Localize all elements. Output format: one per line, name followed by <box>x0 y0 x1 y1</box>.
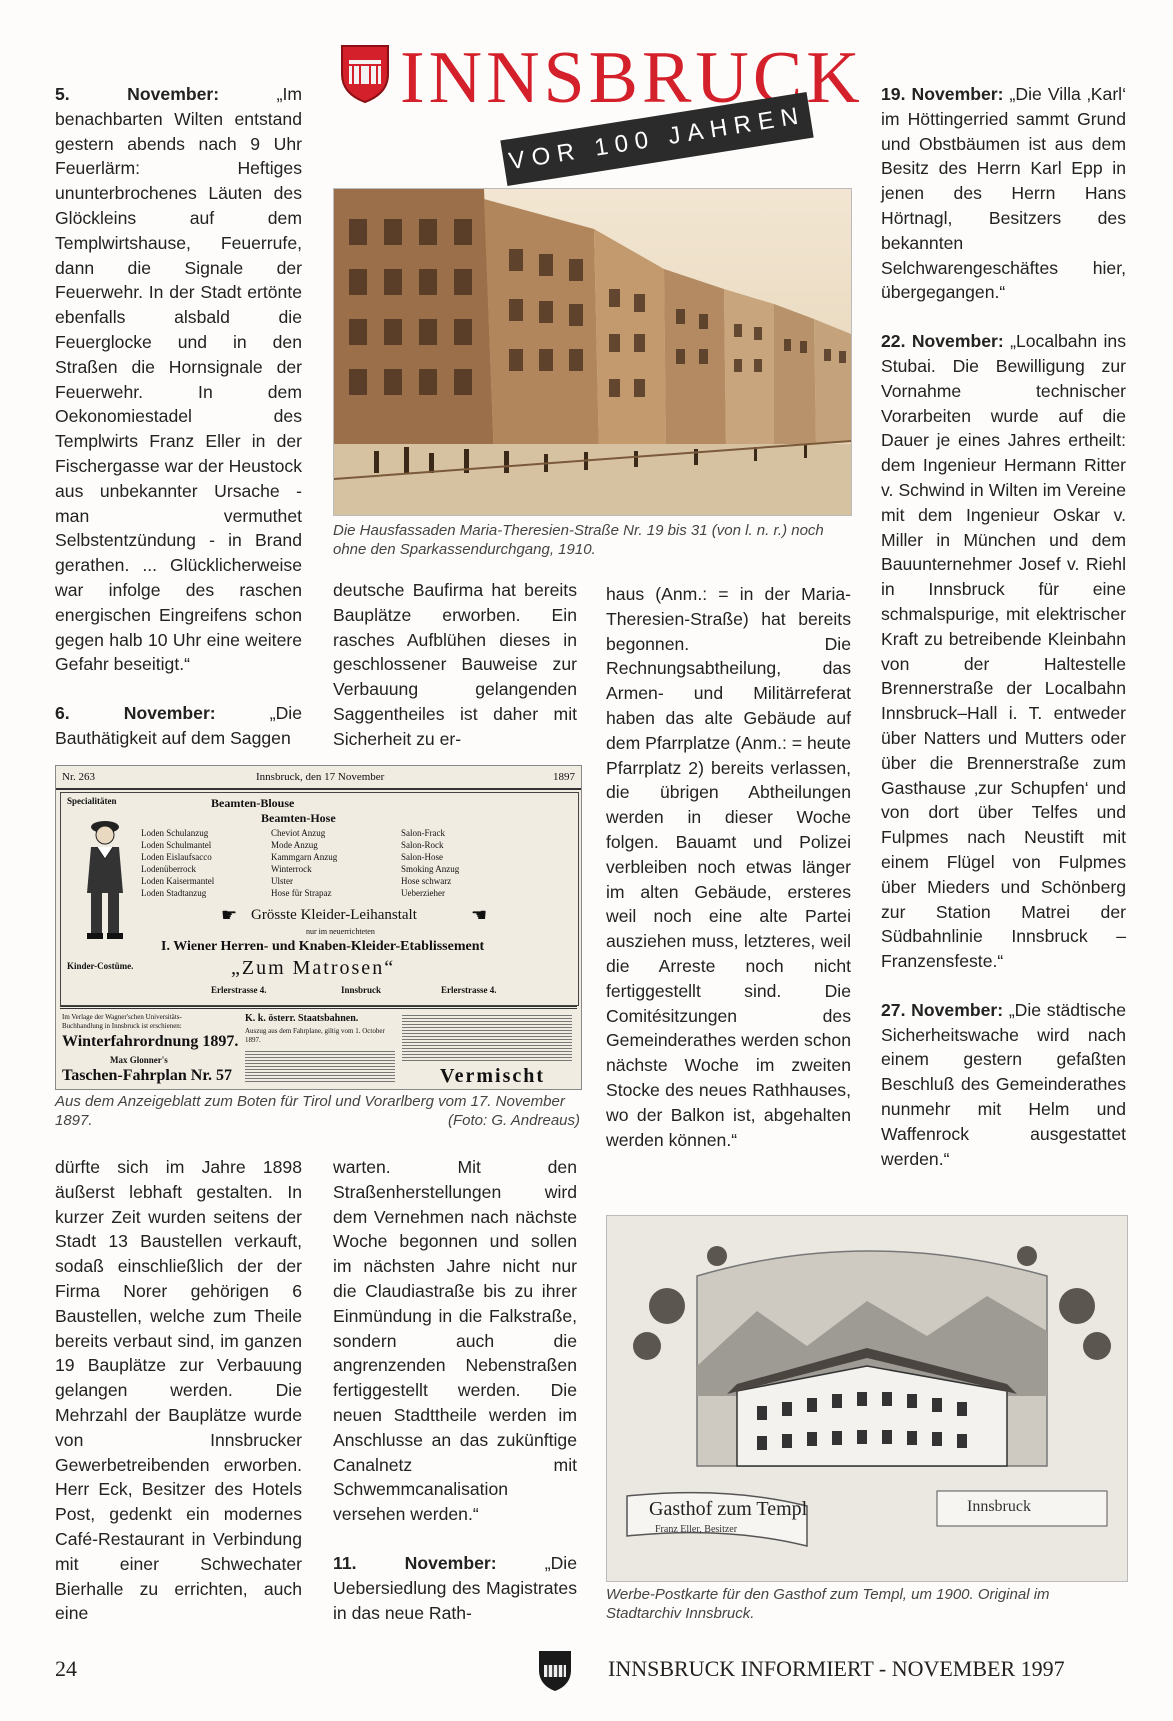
ad-taschen-fahrplan: Taschen-Fahrplan Nr. 57 <box>62 1067 232 1084</box>
ad-winterfahrordnung: Winterfahrordnung 1897. <box>62 1033 239 1050</box>
ad-item: Salon-Frack <box>401 828 445 838</box>
ad-item: Loden Kaisermantel <box>141 876 215 886</box>
postcard-caption: Werbe-Postkarte für den Gasthof zum Templ, um 1900. Original im Stadtarchiv Innsbruck. <box>606 1586 1050 1622</box>
ad-item: Kammgarn Anzug <box>271 852 338 862</box>
ad-kinder-costume: Kinder-Costüme. <box>67 961 134 971</box>
newspaper-ad-image <box>55 765 582 1090</box>
ad-pointing-hand-icon: ☛ <box>221 905 238 925</box>
ad-item: Loden Schulanzug <box>141 828 209 838</box>
entry-date: 11. November: <box>333 1552 497 1573</box>
ad-items-mid <box>271 827 337 899</box>
innsbruck-coat-of-arms-icon <box>340 44 390 104</box>
ad-item: Ueberzieher <box>401 888 445 898</box>
entry-5-november <box>55 82 302 677</box>
ad-item: Loden Eislaufsacco <box>141 852 212 862</box>
ad-address-mid: Innsbruck <box>341 985 382 995</box>
ad-address-left: Erlerstrasse 4. <box>211 985 267 995</box>
ad-dateline: Innsbruck, den 17 November <box>256 771 385 783</box>
entry-text: „Die Bauthätigkeit auf dem Saggen <box>55 703 302 748</box>
entry-continuation: dürfte sich im Jahre 1898 äußerst lebhaft gestalten. In kurzer Zeit wurden seitens der Stadt 13 Baustellen verkauft, sodaß einschließlich der der Firma Norer gehörigen 6 Baustellen, welche zum Theile bereits verbaut sind, im ganzen 19 Bauplätze zur Verbauung gelangen werden. Die Mehrzahl der Bauplätze wurde von Innsbrucker Gewerbetreibenden erworben. Herr Eck, Besitzer des Hotels Post, gedenkt ein modernes Café-Restaurant in Verbindung mit einer Schwechater Bierhalle zu errichten, auch eine <box>55 1157 302 1624</box>
footer-title: INNSBRUCK INFORMIERT - NOVEMBER 1997 <box>608 1656 1065 1681</box>
ad-items-right <box>401 827 459 899</box>
entry-date: 6. November: <box>55 703 216 724</box>
postcard-owner-label: Franz Eller, Besitzer <box>655 1524 738 1535</box>
entry-6-november <box>55 701 302 751</box>
ad-vermischt: Vermischt <box>440 1065 546 1087</box>
masthead-band: VOR 100 JAHREN <box>500 92 813 186</box>
ad-item: Loden Schulmantel <box>141 840 212 850</box>
ad-pointing-hand-icon: ☚ <box>471 905 488 925</box>
entry-text: „Die Uebersiedlung des Magistrates in das neue Rath- <box>333 1552 577 1623</box>
page-number: 24 <box>55 1656 77 1681</box>
ad-item: Hose schwarz <box>401 876 452 886</box>
masthead-title: INNSBRUCK <box>400 37 864 119</box>
column-1-bottom <box>55 1155 302 1626</box>
ad-caption <box>55 1092 580 1130</box>
entry-continuation: deutsche Baufirma hat bereits Bauplätze erworben. Ein rasches Aufblühen dieses in geschlossener Bauweise zur Verbauung gelangenden Saggentheiles ist daher mit Sicherheit zu er- <box>333 580 577 749</box>
entry-text: „Localbahn ins Stubai. Die Bewilligung zur Vornahme technischer Vorarbeiten wurde auf die Dauer je eines Jahres ertheilt: dem Ingenieur Hermann Ritter v. Schwind in Wilten im Vereine mit dem Ingenieur Oskar v. Miller in München und dem Bauunternehmer Josef v. Riehl in Innsbruck für eine schmalspurige, mit elektrischer Kraft zu betreibende Kleinbahn von der Haltestelle Brennerstraße der Localbahn Innsbruck–Hall i. T. entweder über Natters und Mutters oder über die Brennerstraße zum Gasthause ‚zur Schupfen‘ und von dort über Telfes und Fulpmes nach Neustift mit einem Flügel von Fulpmes über Mieders und Schönberg zur Station Matrei der Südbahnlinie Innsbruck – Franzensfeste.“ <box>881 331 1127 972</box>
entry-27-november <box>881 998 1126 1172</box>
ad-winter-head: Im Verlage der Wagner'schen Universitäts-Buchhandlung in Innsbruck ist erschienen: <box>62 1013 182 1030</box>
ad-blouse: Beamten-Blouse <box>211 796 295 810</box>
ad-item: Mode Anzug <box>271 840 318 850</box>
entry-date: 5. November: <box>55 84 220 104</box>
entry-22-november <box>881 329 1126 974</box>
ad-kk-sub: Auszug aus dem Fahrplane, giltig vom 1. October 1897. <box>245 1027 385 1044</box>
ad-item: Salon-Hose <box>401 852 443 862</box>
entry-text: „Die Villa ‚Karl‘ im Höttingerried sammt Grund und Obstbäumen ist aus dem Besitz des Herrn Karl Epp in jenen des Herrn Hans Hörtnagl, Besitzers des bekannten Selchwarengeschäftes hier, übergegangen.“ <box>881 84 1126 303</box>
masthead <box>340 37 864 176</box>
ad-matrosen: „Zum Matrosen“ <box>231 957 396 979</box>
ad-hose: Beamten-Hose <box>261 811 336 825</box>
ad-etablissement: I. Wiener Herren- und Knaben-Kleider-Etablissement <box>161 939 485 954</box>
postcard-city-label: Innsbruck <box>967 1498 1031 1515</box>
column-1-top <box>55 82 302 751</box>
column-4 <box>881 82 1126 1171</box>
innsbruck-coat-of-arms-icon <box>538 1650 572 1692</box>
ad-item: Smoking Anzug <box>401 864 460 874</box>
entry-text: „Die städtische Sicherheitswache wird nach einem gestern gefaßten Beschluß des Gemeinderathes nunmehr mit Helm und Waffenrock ausgestattet werden.“ <box>881 999 1127 1169</box>
ad-specialities: Specialitäten <box>67 796 117 806</box>
ad-fine-print <box>245 1049 395 1083</box>
ad-item: Salon-Rock <box>401 840 444 850</box>
entry-11-november <box>333 1551 577 1625</box>
ad-item: Winterrock <box>271 864 312 874</box>
entry-continuation: haus (Anm.: = in der Maria-Theresien-Straße) hat bereits begonnen. Die Rechnungsabtheilung, das Armen- und Militärreferat haben das alte Gebäude auf dem Pfarrplatze (Anm.: = heute Pfarrplatz 2) bereits verlassen, die übrigen Abtheilungen werden in dieser Woche folgen. Bauamt und Polizei verbleiben noch etwas länger im alten Gebäude, ersteres weil noch eine alte Partei ausziehen muss, letzteres, weil die Arreste noch nicht fertiggestellt sind. Die Comitésitzungen des Gemeinderathes werden schon nächste Woche im zweiten Stocke des neues Rathhauses, wo der Balkon ist, abgehalten werden können.“ <box>606 584 851 1150</box>
column-2-bottom <box>333 1155 577 1625</box>
ad-leihanstalt: Grösste Kleider-Leihanstalt <box>251 907 417 923</box>
entry-19-november <box>881 82 1126 305</box>
entry-date: 22. November: <box>881 331 1004 352</box>
ad-photo-credit: (Foto: G. Andreaus) <box>448 1112 580 1129</box>
street-photo <box>333 188 852 516</box>
entry-continuation: warten. Mit den Straßenherstellungen wird dem Vernehmen nach nächste Woche begonnen und sollen im nächsten Jahre nicht nur die Claudiastraße bis zu ihrer Einmündung in die Falkstraße, sondern auch die angrenzenden Nebenstraßen fertiggestellt werden. Die neuen Stadttheile werden im Anschlusse an das zukünftige Canalnetz mit Schwemmcanalisation versehen werden.“ <box>333 1157 577 1525</box>
column-3 <box>606 582 851 1152</box>
ad-item: Loden Stadtanzug <box>141 888 207 898</box>
entry-date: 27. November: <box>881 999 1004 1020</box>
ad-item: Hose für Strapaz <box>271 888 332 898</box>
ad-item: Ulster <box>271 876 293 886</box>
sailor-boy-illustration-icon <box>75 813 135 943</box>
ad-items-left <box>141 827 214 899</box>
ad-kk-staatsbahnen: K. k. österr. Staatsbahnen. <box>245 1013 359 1024</box>
ad-leih-sub: nur im neuerrichteten <box>306 927 375 936</box>
entry-text: „Im benachbarten Wilten entstand gestern abends nach 9 Uhr Feuerlärm: Heftiges ununterbrochenes Läuten des Glöckleins auf dem Templwirtshause, Feuerrufe, dann die Signale der Feuerwehr. In der Stadt ertönte ebenfalls alsbald die Feuerglocke und in den Straßen die Hornsignale der Feuerwehr. In dem Oekonomiestadel des Templwirts Franz Eller in der Fischergasse war der Heustock aus unbekannter Ursache - man vermuthet Selbstentzündung - in Brand gerathen. ... Glücklicherweise war infolge des raschen energischen Eingreifens schon gegen halb 10 Uhr eine weitere Gefahr beseitigt.“ <box>55 84 303 675</box>
postcard-image <box>606 1215 1128 1582</box>
ad-issue-number: Nr. 263 <box>62 771 95 783</box>
street-photo-image <box>334 189 851 515</box>
ad-year: 1897 <box>553 771 575 783</box>
ad-fine-print <box>402 1013 572 1063</box>
ad-address-right: Erlerstrasse 4. <box>441 985 497 995</box>
ad-glonner: Max Glonner's <box>110 1055 168 1065</box>
column-2-middle <box>333 578 577 752</box>
ad-item: Lodenüberrock <box>141 864 196 874</box>
postcard-gasthof-label: Gasthof zum Templ <box>649 1498 808 1520</box>
street-photo-caption: Die Hausfassaden Maria-Theresien-Straße Nr. 19 bis 31 (von l. n. r.) noch ohne den Sparkassendurchgang, 1910. <box>333 522 824 558</box>
ad-item: Cheviot Anzug <box>271 828 326 838</box>
ad-caption-text: Aus dem Anzeigeblatt zum Boten für Tirol und Vorarlberg vom 17. November 1897. <box>55 1093 565 1129</box>
entry-date: 19. November: <box>881 84 1004 104</box>
